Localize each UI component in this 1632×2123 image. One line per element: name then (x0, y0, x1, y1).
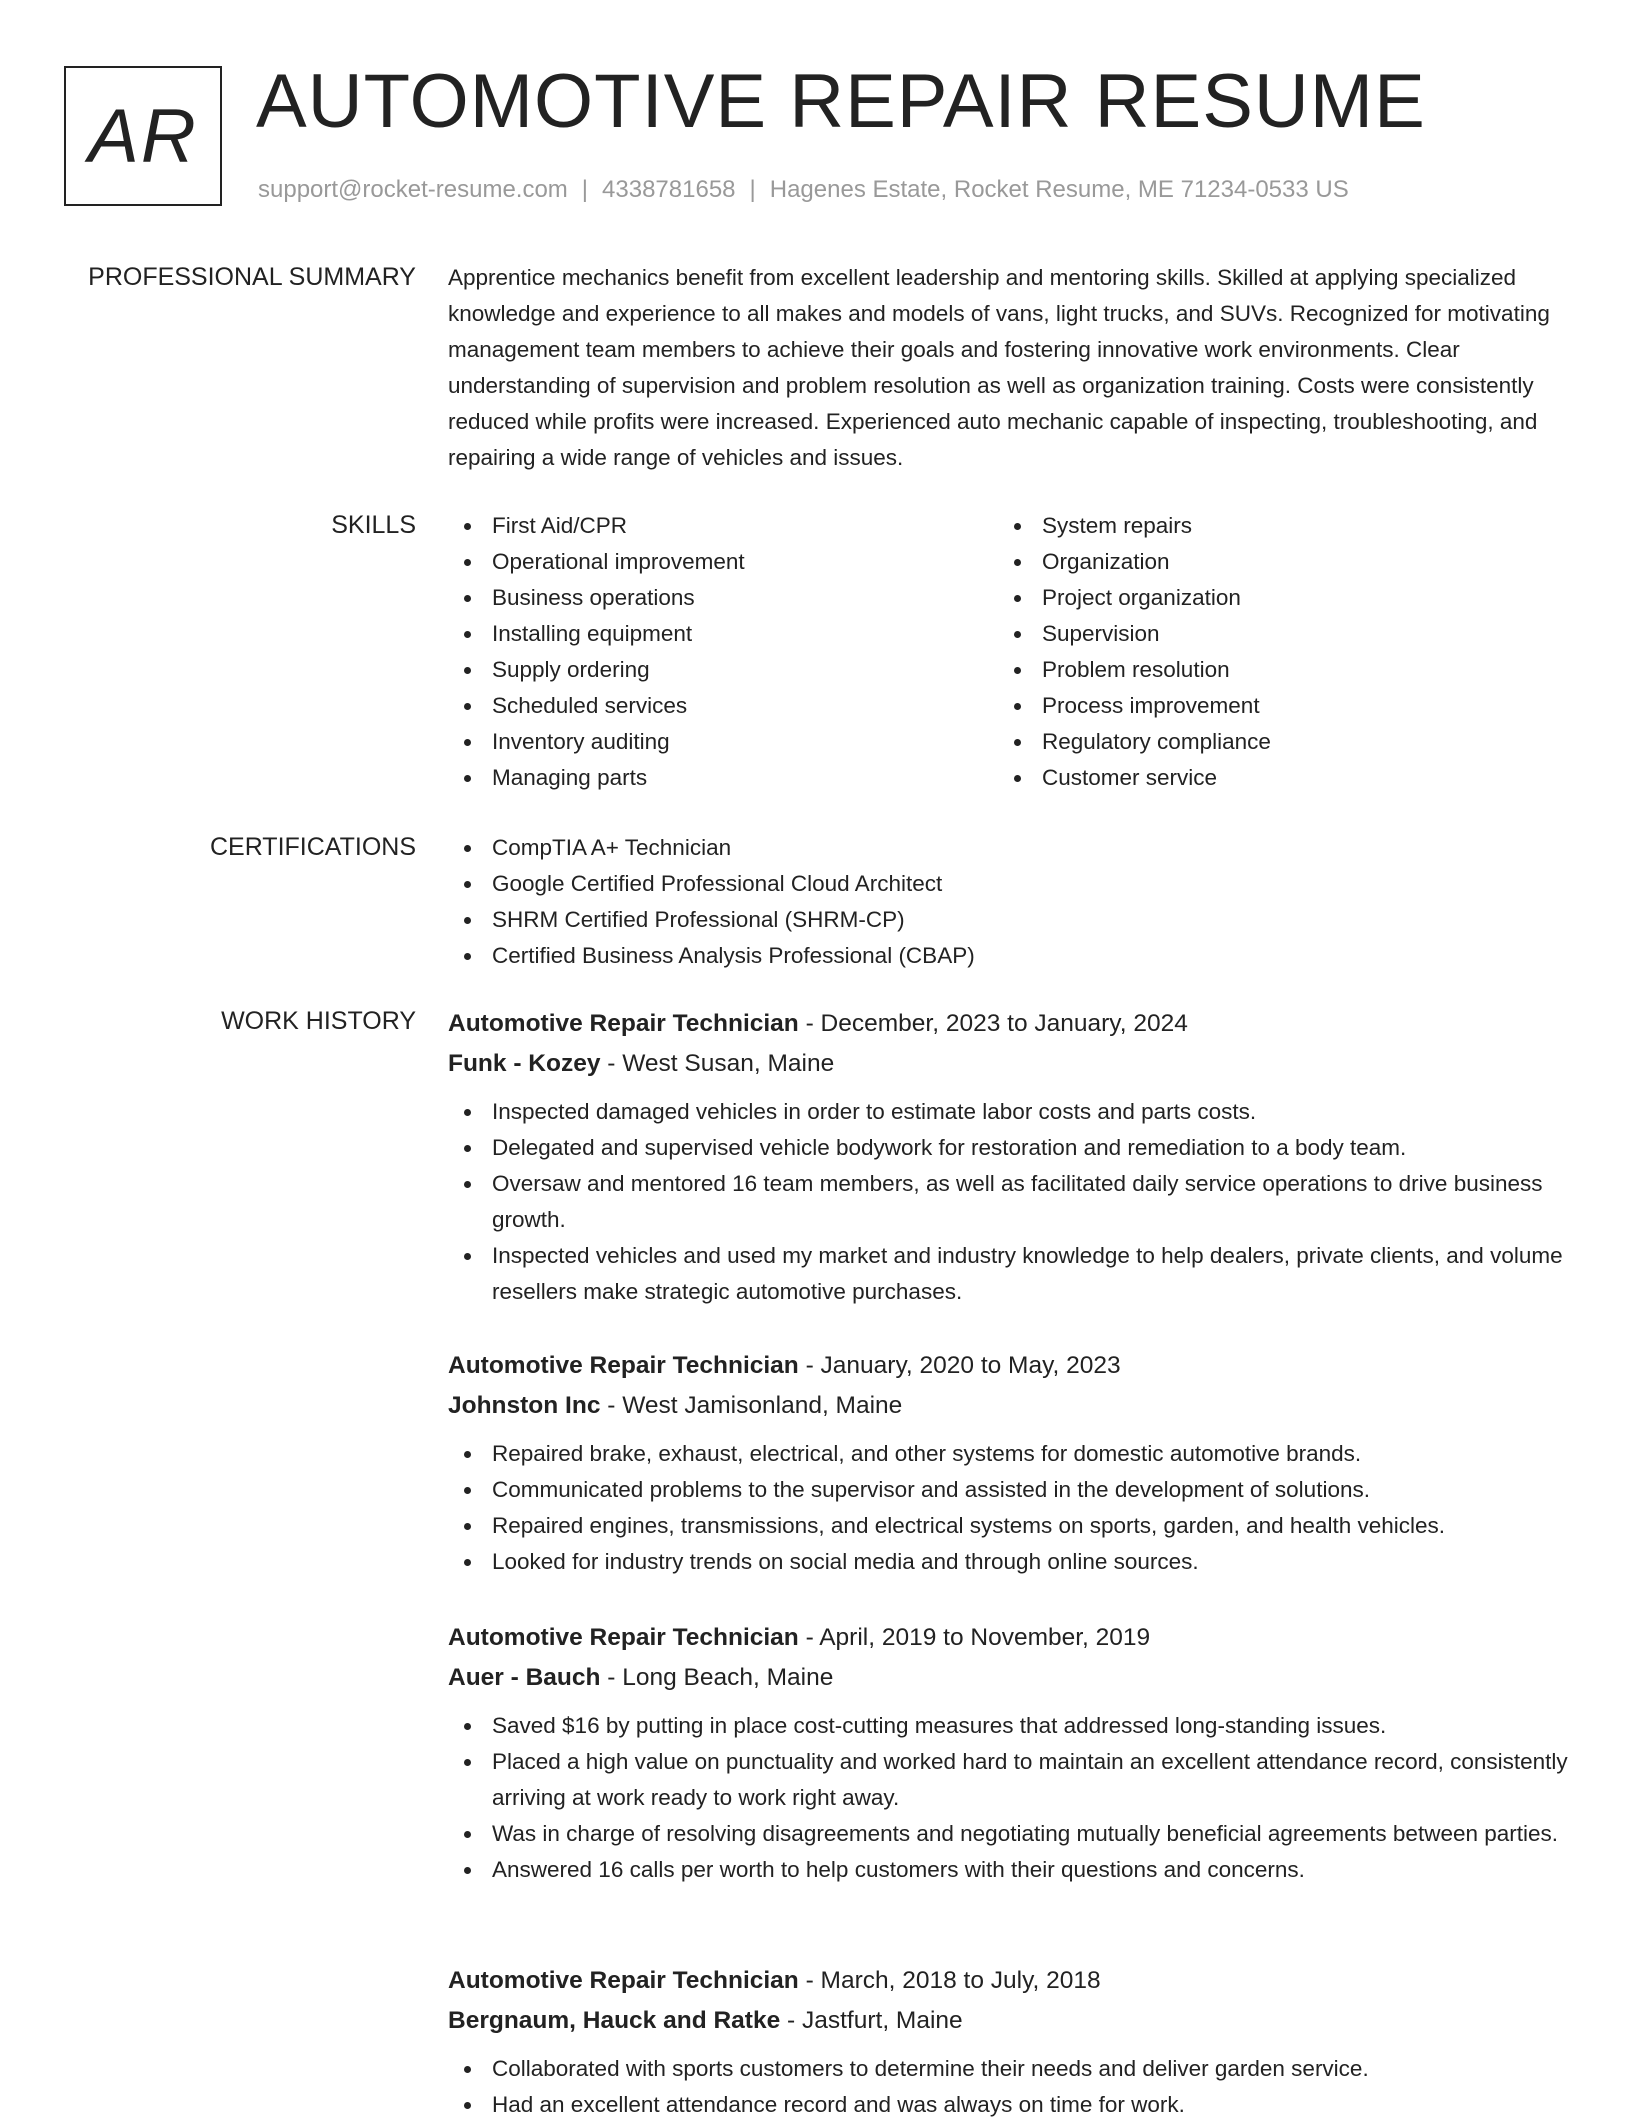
contact-separator: | (581, 176, 589, 203)
job-entry (448, 1618, 1568, 1888)
job-dates: - January, 2020 to May, 2023 (798, 1352, 1121, 1379)
job-duty-item: Placed a high value on punctuality and worked hard to maintain an excellent attendance record, consistently arriving at work ready to work right away. (448, 1744, 1568, 1816)
job-location: - West Jamisonland, Maine (600, 1392, 903, 1419)
job-duty-item: Answered 16 calls per worth to help customers with their questions and concerns. (448, 1852, 1568, 1888)
job-company: Auer - Bauch (448, 1664, 601, 1691)
skill-item: Process improvement (998, 688, 1548, 724)
skill-item: First Aid/CPR (448, 508, 998, 544)
job-location: - Long Beach, Maine (600, 1664, 834, 1691)
job-title: Automotive Repair Technician (448, 1967, 799, 1994)
job-company: Funk - Kozey (448, 1050, 601, 1077)
contact-line (258, 176, 1349, 204)
job-location: - West Susan, Maine (600, 1050, 835, 1077)
job-duty-item: Had an excellent attendance record and was always on time for work. (448, 2087, 1568, 2123)
job-duties-list (448, 2051, 1568, 2123)
job-dates: - April, 2019 to November, 2019 (798, 1624, 1151, 1651)
job-company-line (448, 1386, 1568, 1426)
job-title: Automotive Repair Technician (448, 1352, 799, 1379)
job-duty-item: Oversaw and mentored 16 team members, as well as facilitated daily service operations to drive business growth. (448, 1166, 1568, 1238)
summary-text: Apprentice mechanics benefit from excellent leadership and mentoring skills. Skilled at applying specialized knowledge and experience to all makes and models of vans, light trucks, and SUVs. Recognized for motivating management team members to achieve their goals and fostering innovative work environments. Clear understanding of supervision and problem resolution as well as organization training. Costs were consistently reduced while profits were increased. Experienced auto mechanic capable of inspecting, troubleshooting, and repairing a wide range of vehicles and issues. (448, 265, 1550, 470)
skill-item: Inventory auditing (448, 724, 998, 760)
job-duty-item: Communicated problems to the supervisor and assisted in the development of solutions. (448, 1472, 1568, 1508)
job-duty-item: Repaired engines, transmissions, and electrical systems on sports, garden, and health vehicles. (448, 1508, 1568, 1544)
section-label-certifications: CERTIFICATIONS (209, 833, 416, 861)
section-label-skills: SKILLS (331, 511, 416, 539)
certification-item: Google Certified Professional Cloud Architect (448, 866, 1568, 902)
job-entry (448, 1004, 1568, 1310)
job-company: Bergnaum, Hauck and Ratke (448, 2007, 781, 2034)
certification-item: Certified Business Analysis Professional (CBAP) (448, 938, 1568, 974)
monogram-logo: AR (64, 66, 222, 206)
job-dates: - March, 2018 to July, 2018 (798, 1967, 1101, 1994)
skill-item: Problem resolution (998, 652, 1548, 688)
job-duty-item: Was in charge of resolving disagreements and negotiating mutually beneficial agreements between parties. (448, 1816, 1568, 1852)
job-title: Automotive Repair Technician (448, 1624, 799, 1651)
job-title-line (448, 1618, 1568, 1658)
job-entry (448, 1961, 1568, 2123)
job-duties-list (448, 1094, 1568, 1310)
job-duty-item: Repaired brake, exhaust, electrical, and other systems for domestic automotive brands. (448, 1436, 1568, 1472)
section-label-summary: PROFESSIONAL SUMMARY (88, 263, 416, 291)
skill-item: Customer service (998, 760, 1548, 796)
job-duty-item: Collaborated with sports customers to determine their needs and deliver garden service. (448, 2051, 1568, 2087)
job-duty-item: Saved $16 by putting in place cost-cutting measures that addressed long-standing issues. (448, 1708, 1568, 1744)
skill-item: Regulatory compliance (998, 724, 1548, 760)
skill-item: Managing parts (448, 760, 998, 796)
job-title-line (448, 1961, 1568, 2001)
job-duty-item: Inspected vehicles and used my market and industry knowledge to help dealers, private clients, and volume resellers make strategic automotive purchases. (448, 1238, 1568, 1310)
skill-item: Scheduled services (448, 688, 998, 724)
skill-item: System repairs (998, 508, 1548, 544)
skills-list-right (998, 508, 1548, 796)
contact-email[interactable]: support@rocket-resume.com (258, 176, 568, 203)
skill-item: Organization (998, 544, 1548, 580)
certification-item: SHRM Certified Professional (SHRM-CP) (448, 902, 1568, 938)
skill-item: Project organization (998, 580, 1548, 616)
skill-item: Supply ordering (448, 652, 998, 688)
job-title-line (448, 1346, 1568, 1386)
contact-address: Hagenes Estate, Rocket Resume, ME 71234-0533 US (769, 176, 1349, 203)
job-title: Automotive Repair Technician (448, 1010, 799, 1037)
skill-item: Supervision (998, 616, 1548, 652)
certification-item: CompTIA A+ Technician (448, 830, 1568, 866)
job-duties-list (448, 1708, 1568, 1888)
job-title-line (448, 1004, 1568, 1044)
job-company-line (448, 2001, 1568, 2041)
certifications-list (448, 830, 1568, 974)
job-duty-item: Delegated and supervised vehicle bodywork for restoration and remediation to a body team. (448, 1130, 1568, 1166)
skill-item: Business operations (448, 580, 998, 616)
job-duty-item: Inspected damaged vehicles in order to estimate labor costs and parts costs. (448, 1094, 1568, 1130)
job-company-line (448, 1658, 1568, 1698)
section-label-work-history: WORK HISTORY (221, 1007, 416, 1035)
skill-item: Operational improvement (448, 544, 998, 580)
skills-list-left (448, 508, 998, 796)
contact-phone[interactable]: 4338781658 (602, 176, 736, 203)
job-duties-list (448, 1436, 1568, 1580)
job-location: - Jastfurt, Maine (780, 2007, 963, 2034)
job-company: Johnston Inc (448, 1392, 601, 1419)
job-dates: - December, 2023 to January, 2024 (798, 1010, 1188, 1037)
contact-separator: | (749, 176, 756, 203)
resume-title: AUTOMOTIVE REPAIR RESUME (256, 59, 1426, 144)
job-duty-item: Looked for industry trends on social media and through online sources. (448, 1544, 1568, 1580)
job-entry (448, 1346, 1568, 1580)
skill-item: Installing equipment (448, 616, 998, 652)
job-company-line (448, 1044, 1568, 1084)
